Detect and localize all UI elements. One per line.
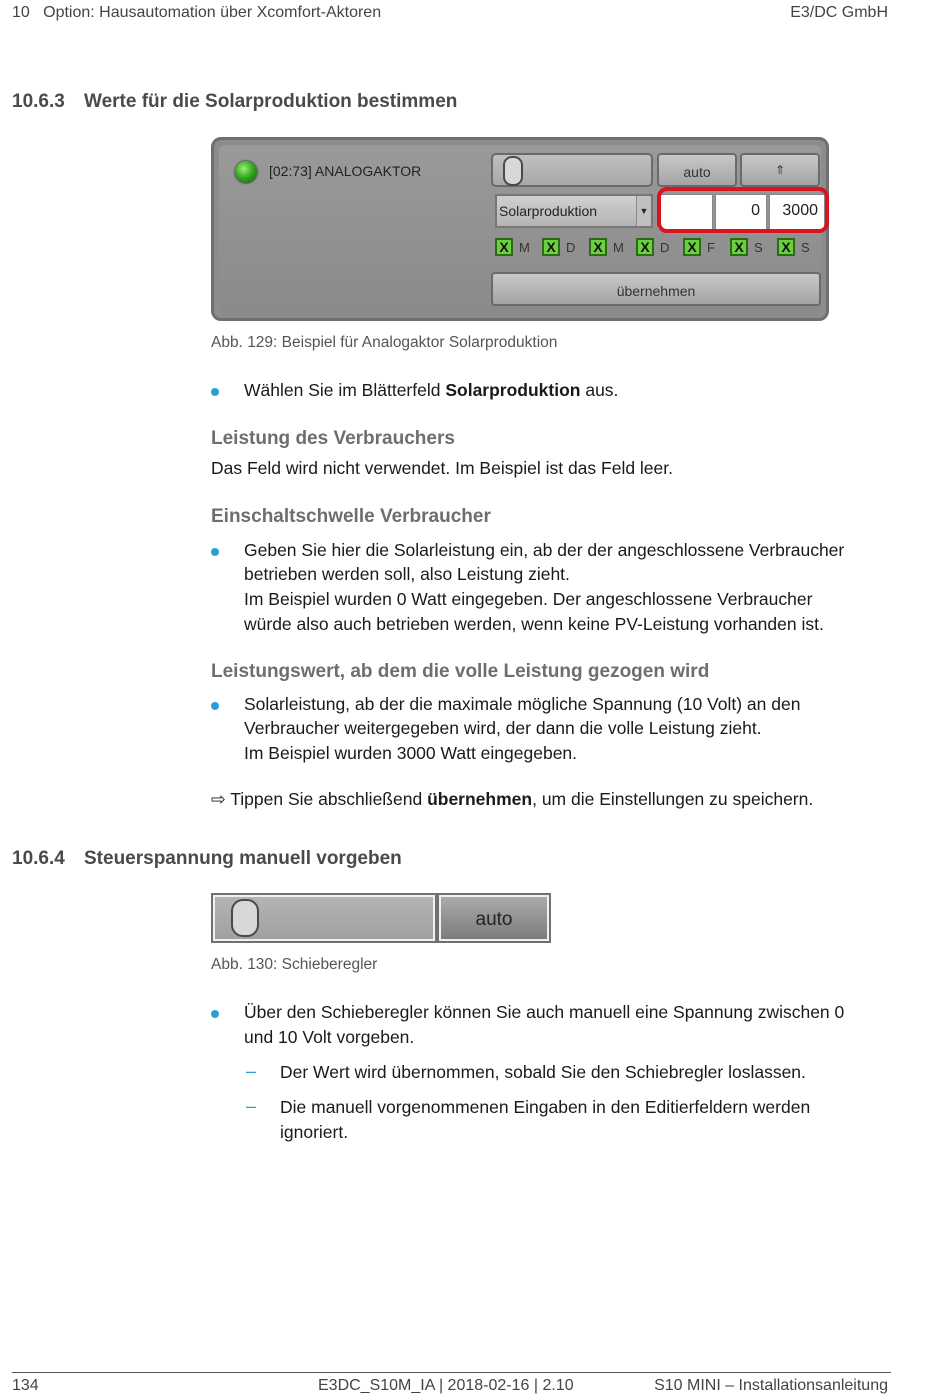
footer-divider bbox=[12, 1372, 891, 1373]
day-label: M bbox=[613, 240, 624, 255]
dash-marker: – bbox=[246, 1061, 257, 1081]
figure-caption-129: Abb. 129: Beispiel für Analogaktor Solarproduktion bbox=[211, 334, 558, 351]
page-number: 134 bbox=[12, 1377, 39, 1394]
text-part: Wählen Sie im Blätterfeld bbox=[244, 380, 446, 400]
section-heading-10-6-4 bbox=[12, 848, 402, 870]
day-label: S bbox=[754, 240, 763, 255]
actor-panel bbox=[219, 145, 821, 313]
threshold-line-4: würde also auch betrieben werden, wenn keine PV-Leistung vorhanden ist. bbox=[244, 614, 824, 634]
mode-select-value: Solarproduktion bbox=[499, 203, 598, 219]
day-label: S bbox=[801, 240, 810, 255]
text-part: aus. bbox=[580, 380, 619, 400]
bullet-icon bbox=[211, 702, 221, 712]
apply-button[interactable]: übernehmen bbox=[491, 272, 821, 306]
text-bold: übernehmen bbox=[427, 789, 533, 809]
day-label: M bbox=[519, 240, 530, 255]
text-part: , um die Einstellungen zu speichern. bbox=[532, 789, 814, 809]
running-header-left bbox=[12, 4, 381, 22]
check-icon[interactable]: X bbox=[636, 238, 654, 256]
document-id: E3DC_S10M_IA | 2018-02-16 | 2.10 bbox=[318, 1377, 574, 1394]
check-icon[interactable]: X bbox=[730, 238, 748, 256]
full-power-line-2: Verbraucher weitergegeben wird, der dann die volle Leistung zieht. bbox=[244, 718, 762, 738]
section-title: Werte für die Solarproduktion bestimmen bbox=[84, 91, 458, 112]
text-bold: Solarproduktion bbox=[445, 380, 581, 400]
section-number: 10.6.4 bbox=[12, 848, 65, 869]
subheading-full-power: Leistungswert, ab dem die volle Leistung gezogen wird bbox=[211, 661, 710, 682]
auto-button[interactable]: auto bbox=[439, 895, 549, 941]
dash-item-1: Der Wert wird übernommen, sobald Sie den Schiebregler loslassen. bbox=[280, 1062, 806, 1082]
section-title: Steuerspannung manuell vorgeben bbox=[84, 848, 402, 869]
check-icon[interactable]: X bbox=[589, 238, 607, 256]
threshold-line-3: Im Beispiel wurden 0 Watt eingegeben. Der angeschlossene Verbraucher bbox=[244, 589, 813, 609]
dash-item-2-line-2: ignoriert. bbox=[280, 1122, 349, 1142]
highlight-frame bbox=[657, 187, 829, 233]
slider-knob[interactable] bbox=[503, 156, 523, 186]
full-power-line-3: Im Beispiel wurden 3000 Watt eingegeben. bbox=[244, 743, 578, 763]
check-icon[interactable]: X bbox=[683, 238, 701, 256]
slider-knob[interactable] bbox=[231, 899, 259, 937]
figure-caption-130: Abb. 130: Schieberegler bbox=[211, 956, 378, 973]
check-icon[interactable]: X bbox=[542, 238, 560, 256]
consumer-power-text: Das Feld wird nicht verwendet. Im Beispiel ist das Feld leer. bbox=[211, 458, 673, 478]
subheading-consumer-power: Leistung des Verbrauchers bbox=[211, 428, 455, 449]
product-name: S10 MINI – Installationsanleitung bbox=[654, 1377, 888, 1394]
dash-marker: – bbox=[246, 1096, 257, 1116]
section-number: 10.6.3 bbox=[12, 91, 65, 112]
section-heading-10-6-3 bbox=[12, 91, 457, 113]
running-header-company: E3/DC GmbH bbox=[790, 4, 888, 21]
slider-screenshot bbox=[211, 893, 551, 943]
slider-line-1: Über den Schieberegler können Sie auch manuell eine Spannung zwischen 0 bbox=[244, 1002, 845, 1022]
arrow-right-icon: ⇨ bbox=[211, 789, 226, 809]
full-power-line-1: Solarleistung, ab der die maximale mögliche Spannung (10 Volt) an den bbox=[244, 694, 801, 714]
up-arrow-button[interactable]: ⇑ bbox=[740, 153, 820, 187]
action-step bbox=[211, 789, 813, 810]
text-part: Tippen Sie abschließend bbox=[225, 789, 428, 809]
chapter-number: 10 bbox=[12, 4, 30, 21]
bullet-icon bbox=[211, 1010, 221, 1020]
auto-button[interactable]: auto bbox=[657, 153, 737, 187]
chapter-title: Option: Hausautomation über Xcomfort-Aktoren bbox=[43, 4, 382, 21]
voltage-slider[interactable] bbox=[213, 895, 435, 941]
threshold-line-1: Geben Sie hier die Solarleistung ein, ab der der angeschlossene Verbraucher bbox=[244, 540, 845, 560]
analog-actor-screenshot bbox=[211, 137, 829, 321]
check-icon[interactable]: X bbox=[495, 238, 513, 256]
threshold-line-2: betrieben werden soll, also Leistung zieht. bbox=[244, 564, 570, 584]
dash-item-2-line-1: Die manuell vorgenommenen Eingaben in den Editierfeldern werden bbox=[280, 1097, 811, 1117]
subheading-switch-threshold: Einschaltschwelle Verbraucher bbox=[211, 506, 491, 527]
instruction-select-mode bbox=[244, 380, 618, 401]
status-led-icon bbox=[235, 161, 257, 183]
mode-select[interactable] bbox=[495, 194, 653, 228]
bullet-icon bbox=[211, 548, 221, 558]
dropdown-arrow-icon[interactable]: ▼ bbox=[636, 196, 651, 226]
voltage-slider[interactable] bbox=[491, 153, 653, 187]
actor-title: [02:73] ANALOGAKTOR bbox=[269, 163, 422, 179]
day-label: F bbox=[707, 240, 715, 255]
switch-on-threshold-field[interactable]: 0 bbox=[715, 194, 767, 230]
check-icon[interactable]: X bbox=[777, 238, 795, 256]
day-label: D bbox=[566, 240, 576, 255]
day-label: D bbox=[660, 240, 670, 255]
bullet-icon bbox=[211, 388, 221, 398]
slider-line-2: und 10 Volt vorgeben. bbox=[244, 1027, 415, 1047]
full-power-field[interactable]: 3000 bbox=[769, 194, 825, 230]
